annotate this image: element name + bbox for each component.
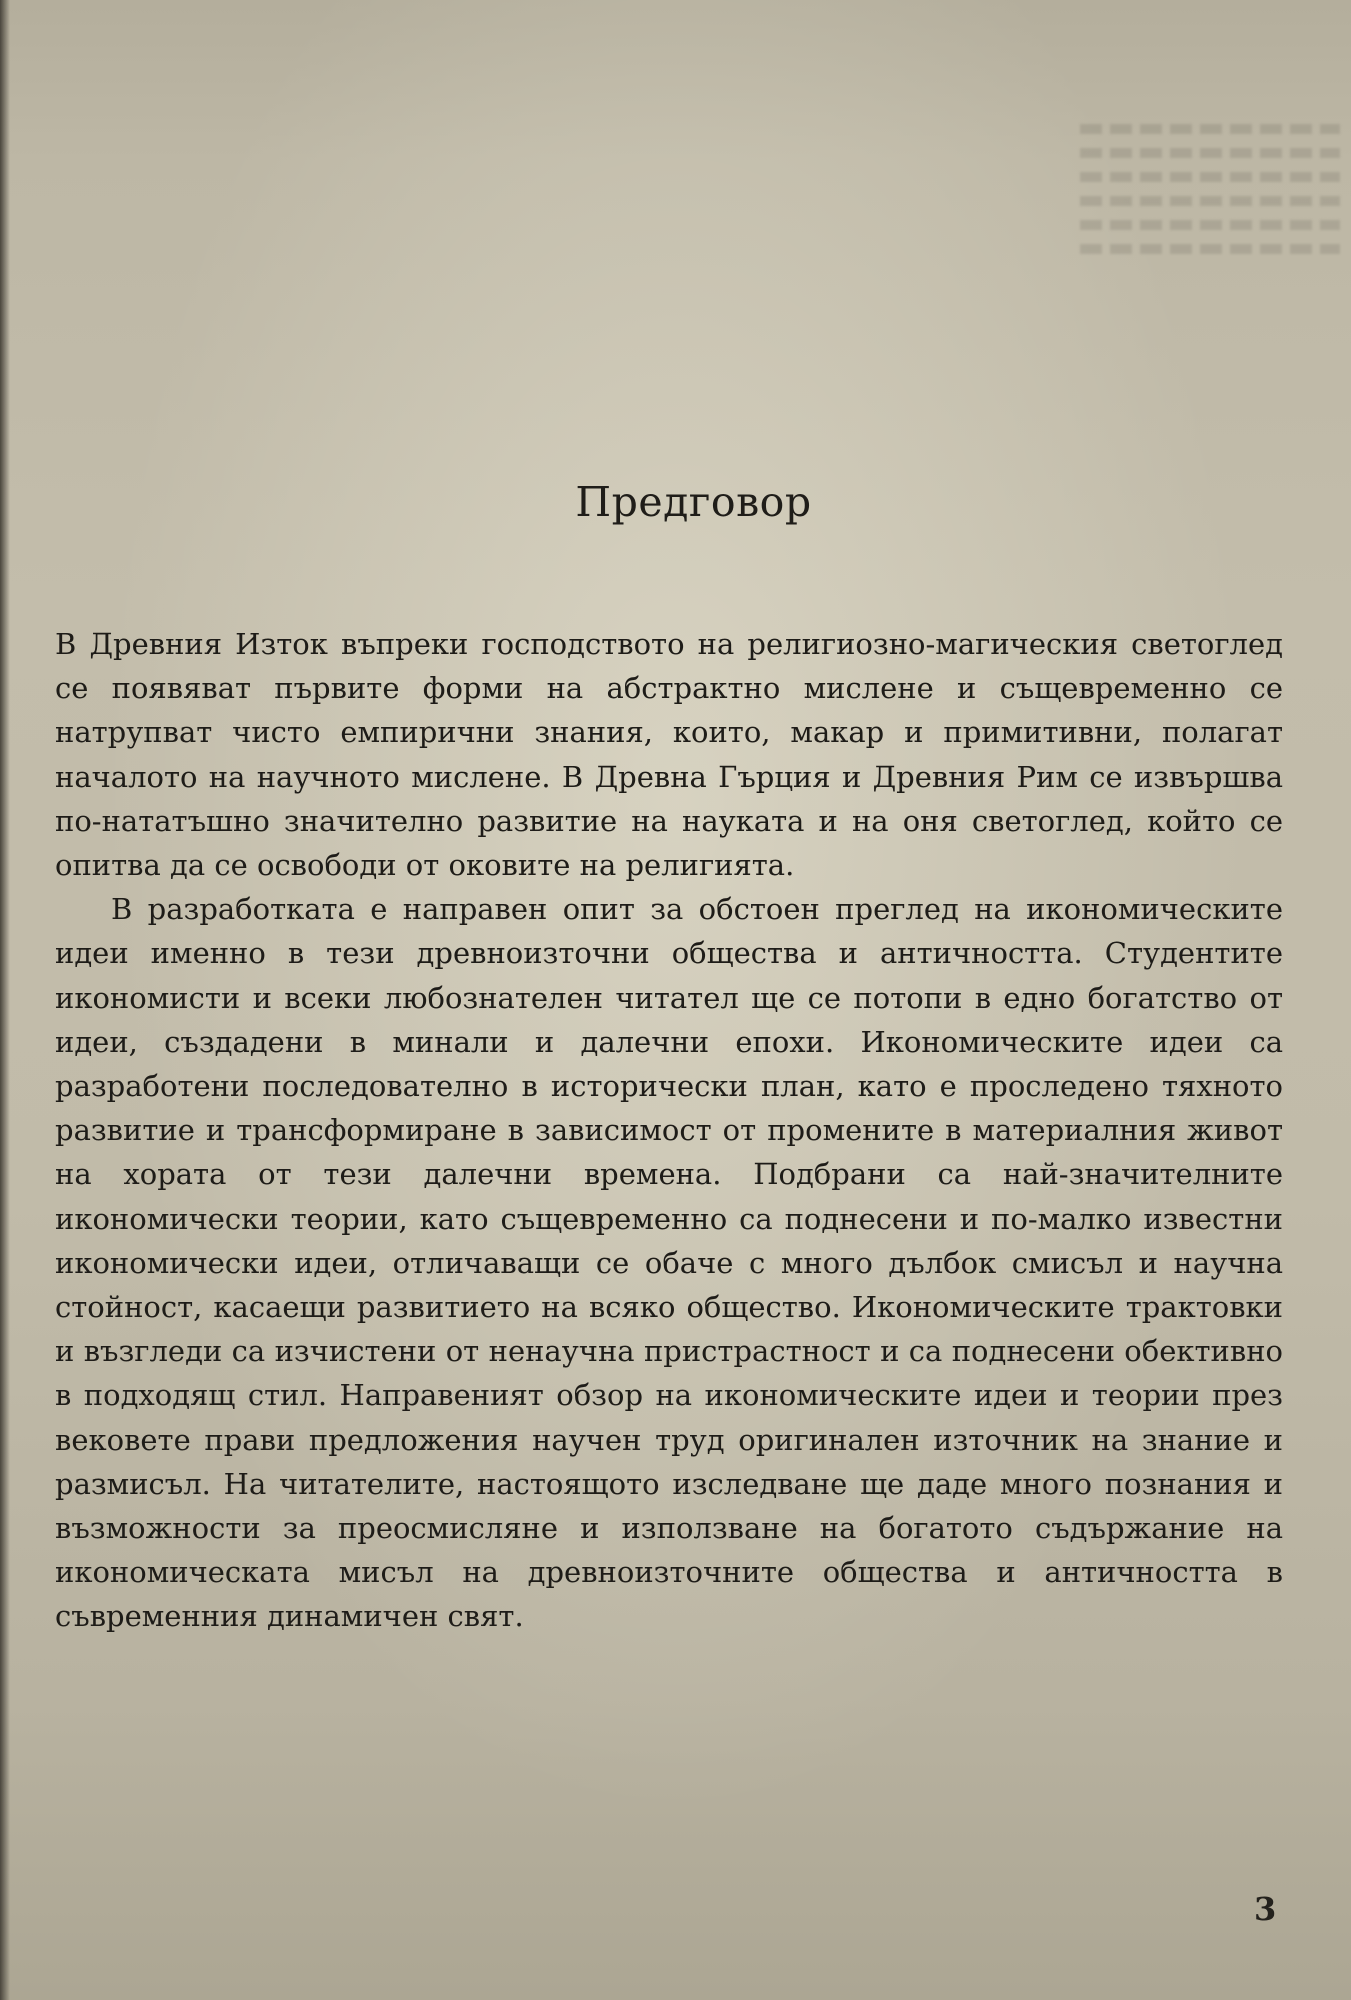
page-title: Предговор	[575, 478, 812, 526]
page-number: 3	[1254, 1890, 1277, 1928]
paragraph-2: В разработката е направен опит за обстоен преглед на икономическите идеи именно в тези древноизточни общества и античността. Студентите икономисти и всеки любознателен читател ще се потопи в едно богатство от идеи, създадени в минали и далечни епохи. Икономическите идеи са разработени последователно в исторически план, като е проследено тяхното развитие и трансформиране в зависимост от промените в материалния живот на хората от тези далечни времена. Подбрани са най-значителните икономически теории, като същевременно са поднесени и по-малко известни икономически идеи, отличаващи се обаче с много дълбок смисъл и научна стойност, касаещи развитието на всяко общество. Икономическите трактовки и възгледи са изчистени от ненаучна пристрастност и са поднесени обективно в подходящ стил. Направеният обзор на икономическите идеи и теории през вековете прави предложения научен труд оригинален източник на знание и размисъл. На читателите, настоящото изследване ще даде много познания и възможности за преосмисляне и използване на богатото съдържание на икономическата мисъл на древноизточните общества и античността в съвременния динамичен свят.	[55, 892, 1283, 1634]
preface-body	[55, 622, 1283, 1639]
bleed-through-shadow	[1080, 110, 1340, 400]
paragraph-1: В Древния Изток въпреки господството на религиозно-магическия светоглед се появяват първите форми на абстрактно мислене и същевременно се натрупват чисто емпирични знания, които, макар и примитивни, полагат началото на научното мислене. В Древна Гърция и Древния Рим се извършва по-нататъшно значително развитие на науката и на оня светоглед, който се опитва да се освободи от оковите на религията.	[55, 627, 1283, 883]
